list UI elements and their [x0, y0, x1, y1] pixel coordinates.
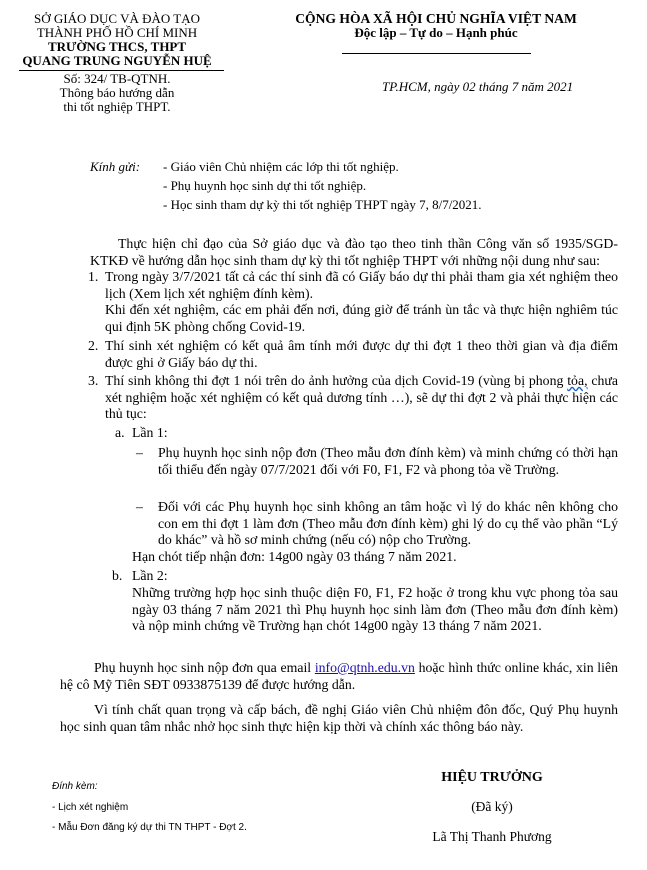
doc-subject-2: thi tốt nghiệp THPT.: [63, 99, 171, 114]
attachments-list: [52, 800, 247, 840]
dept-line-2: THÀNH PHỐ HỒ CHÍ MINH: [36, 25, 198, 40]
sub-a-bullet-2: Đối với các Phụ huynh học sinh không an tâm hoặc vì lý do khác nên không cho con em thi đợt 1 làm đơn (Theo mẫu đơn đính kèm) ghi lý do cụ thể vào phần “Lý do khác” và hồ sơ minh chứng (nếu có) nộp cho Trường.: [158, 499, 618, 547]
sub-b-title: Lần 2:: [132, 568, 168, 583]
recipient-item: - Học sinh tham dự kỳ thi tốt nghiệp THPT ngày 7, 8/7/2021.: [163, 197, 482, 212]
signature-status: (Đã ký): [471, 799, 513, 814]
item-3-text-part-2: chưa xét nghiệm hoặc xét nghiệm có kết quả dương tính …), sẽ dự thi đợt 2 và phải thực hiện các thủ tục:: [105, 373, 619, 421]
dept-line-1: SỞ GIÁO DỤC VÀ ĐÀO TẠO: [34, 11, 200, 26]
signature-title: HIỆU TRƯỞNG: [441, 770, 543, 785]
sub-a-deadline: Hạn chót tiếp nhận đơn: 14g00 ngày 03 tháng 7 năm 2021.: [132, 549, 457, 564]
dash-bullet: –: [136, 499, 143, 514]
header-right: [263, 12, 609, 40]
attachment-item: - Lịch xét nghiệm: [52, 802, 129, 813]
sub-a-title: Lần 1:: [132, 425, 168, 440]
recipient-item: - Phụ huynh học sinh dự thi tốt nghiệp.: [163, 178, 367, 193]
contact-paragraph: [60, 660, 618, 693]
item-1-number: 1.: [88, 269, 99, 284]
intro-paragraph: Thực hiện chỉ đạo của Sở giáo dục và đào tạo theo tinh thần Công văn số 1935/SGD-KTKĐ về hướng dẫn học sinh tham dự kỳ thi tốt nghiệp THPT với những nội dung như sau:: [90, 236, 618, 268]
sub-a-bullet-1: Phụ huynh học sinh nộp đơn (Theo mẫu đơn đính kèm) và minh chứng có thời hạn tối thiểu đến ngày 07/7/2021 đối với F0, F1, F2 và phong tỏa về Trường.: [158, 445, 618, 477]
item-3-number: 3.: [88, 373, 99, 388]
closing-paragraph: Vì tính chất quan trọng và cấp bách, đề nghị Giáo viên Chủ nhiệm đôn đốc, Quý Phụ huynh học sinh quan tâm nhắc nhở học sinh thực hiện kịp thời và chính xác thông báo này.: [60, 702, 618, 734]
recipients-label: Kính gửi:: [90, 159, 141, 174]
contact-text-pre: Phụ huynh học sinh nộp đơn qua email: [94, 660, 315, 675]
attachment-item: - Mẫu Đơn đăng ký dự thi TN THPT - Đợt 2.: [52, 822, 247, 833]
item-1-text: [105, 269, 618, 335]
sub-a-label: a.: [115, 425, 125, 440]
item-2-number: 2.: [88, 338, 99, 353]
contact-email-link[interactable]: info@qtnh.edu.vn: [314, 660, 415, 675]
recipient-item: - Giáo viên Chủ nhiệm các lớp thi tốt nghiệp.: [163, 159, 399, 174]
item-3-text-part-1: Thí sinh không thi đợt 1 nói trên do ảnh hưởng của dịch Covid-19 (vùng bị phong: [105, 373, 568, 388]
sub-b-text: Những trường hợp học sinh thuộc diện F0, F1, F2 hoặc ở trong khu vực phong tỏa sau ngày 03 tháng 7 năm 2021 thì Phụ huynh học sinh làm đơn (Theo mẫu đơn đính kèm) và nộp minh chứng về Trường hạn chót 14g00 ngày 13 tháng 7 năm 2021.: [132, 585, 618, 633]
attachments-label: Đính kèm:: [52, 781, 98, 792]
national-title: CỘNG HÒA XÃ HỘI CHỦ NGHĨA VIỆT NAM: [295, 11, 577, 26]
sub-b-label: b.: [112, 568, 123, 583]
contact-text-post: hoặc hình thức online khác, xin liên hệ cô Mỹ Tiên SĐT 0933875139 để được hướng dẫn.: [60, 660, 618, 692]
doc-number: Số: 324/ TB-QTNH.: [63, 71, 171, 86]
doc-subject-1: Thông báo hướng dẫn: [59, 85, 175, 100]
national-motto: Độc lập – Tự do – Hạnh phúc: [354, 25, 518, 40]
item-1-paragraph-2: Khi đến xét nghiệm, các em phải đến nơi, đúng giờ để tránh ùn tắc và thực hiện nghiêm túc qui định 5K phòng chống Covid-19.: [105, 302, 618, 334]
header-right-rule: [342, 53, 531, 54]
doc-reference: [6, 72, 228, 114]
school-line-2: QUANG TRUNG NGUYỄN HUỆ: [22, 53, 212, 68]
recipients-list: [163, 160, 482, 217]
header-left: [6, 12, 228, 68]
item-2-text: Thí sinh xét nghiệm có kết quả âm tính mới được dự thi đợt 1 theo thời gian và địa điểm được ghi ở Giấy báo dự thi.: [105, 338, 618, 370]
school-line-1: TRƯỜNG THCS, THPT: [47, 39, 187, 54]
item-1-paragraph-1: Trong ngày 3/7/2021 tất cả các thí sinh đã có Giấy báo dự thi phải tham gia xét nghiệm theo lịch (Xem lịch xét nghiệm đính kèm).: [105, 269, 618, 301]
item-3-flagged-word: tỏa,: [567, 373, 588, 388]
item-3-text: [105, 373, 618, 423]
doc-date: TP.HCM, ngày 02 tháng 7 năm 2021: [382, 79, 574, 94]
dash-bullet: –: [136, 445, 143, 460]
signer-name: Lã Thị Thanh Phương: [432, 829, 552, 844]
